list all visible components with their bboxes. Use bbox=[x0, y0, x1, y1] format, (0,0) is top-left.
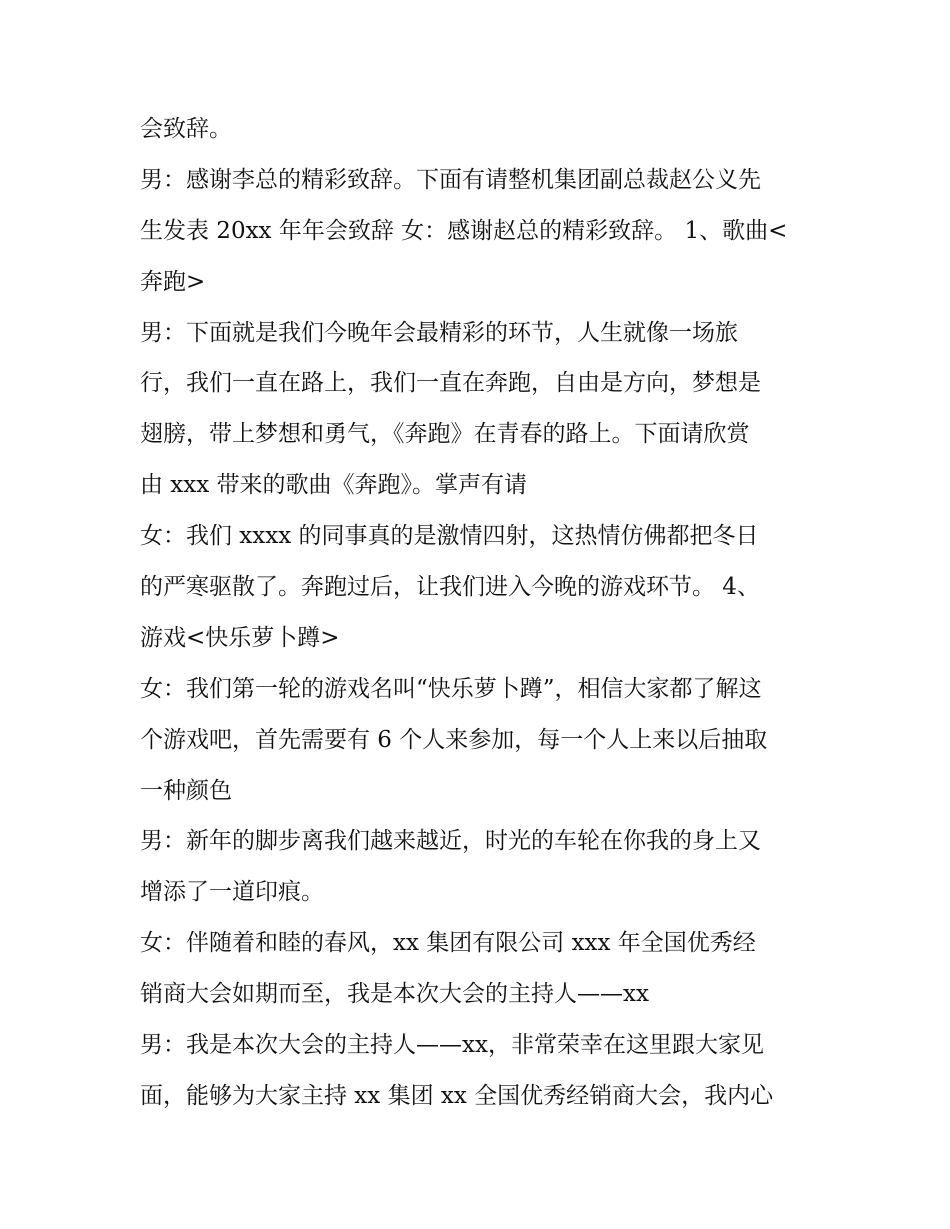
text-line: 男：感谢李总的精彩致辞。下面有请整机集团副总裁赵公义先 bbox=[140, 166, 761, 193]
text-line: 面，能够为大家主持 xx 集团 xx 全国优秀经销商大会，我内心 bbox=[140, 1082, 774, 1109]
text-line: 个游戏吧，首先需要有 6 个人来参加，每一个人上来以后抽取 bbox=[140, 726, 768, 753]
text-line: 奔跑> bbox=[140, 268, 206, 295]
text-line: 生发表 20xx 年年会致辞 女：感谢赵总的精彩致辞。 1、歌曲< bbox=[140, 217, 788, 244]
text-line: 一种颜色 bbox=[140, 777, 232, 804]
text-line: 女：我们第一轮的游戏名叫“快乐萝卜蹲”，相信大家都了解这 bbox=[140, 675, 762, 702]
text-line: 男：新年的脚步离我们越来越近，时光的车轮在你我的身上又 bbox=[140, 828, 761, 855]
document-body bbox=[140, 104, 830, 1122]
text-line: 会致辞。 bbox=[140, 116, 232, 142]
text-line: 销商大会如期而至，我是本次大会的主持人——xx bbox=[140, 981, 649, 1008]
text-line: 的严寒驱散了。奔跑过后，让我们进入今晚的游戏环节。 4、 bbox=[140, 574, 760, 601]
text-line: 女：我们 xxxx 的同事真的是激情四射，这热情仿佛都把冬日 bbox=[140, 523, 759, 550]
text-line: 由 xxx 带来的歌曲《奔跑》。掌声有请 bbox=[140, 472, 528, 499]
text-line: 男：我是本次大会的主持人——xx，非常荣幸在这里跟大家见 bbox=[140, 1032, 764, 1059]
text-line: 女：伴随着和睦的春风，xx 集团有限公司 xxx 年全国优秀经 bbox=[140, 930, 756, 957]
text-line: 增添了一道印痕。 bbox=[140, 879, 324, 906]
text-line: 男：下面就是我们今晚年会最精彩的环节，人生就像一场旅 bbox=[140, 319, 738, 346]
text-line: 行，我们一直在路上，我们一直在奔跑，自由是方向，梦想是 bbox=[140, 370, 761, 397]
text-line: 游戏<快乐萝卜蹲> bbox=[140, 624, 340, 651]
text-line: 翅膀，带上梦想和勇气，《奔跑》在青春的路上。下面请欣赏 bbox=[140, 421, 750, 448]
